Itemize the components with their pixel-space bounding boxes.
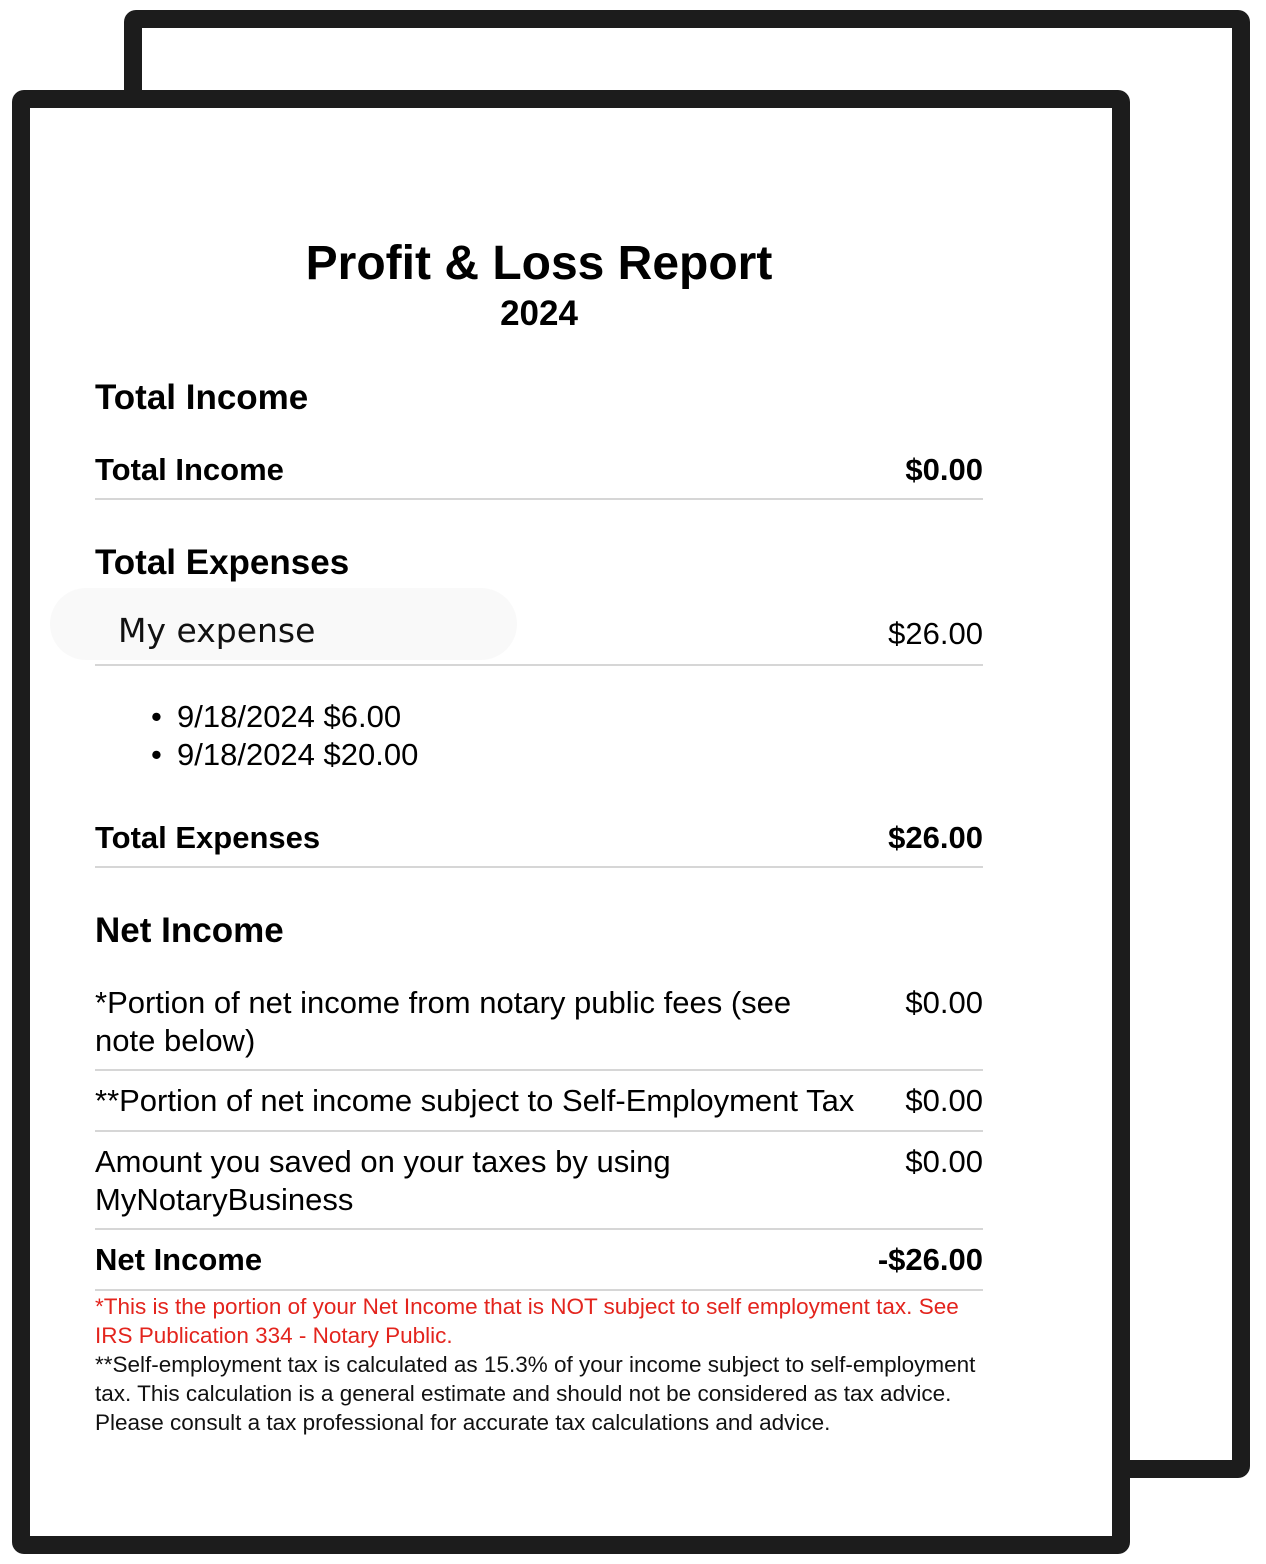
expense-item-name[interactable]: My expense [118,611,316,650]
net-row-value: $0.00 [905,985,983,1020]
divider [95,498,983,500]
divider [95,664,983,666]
report-title: Profit & Loss Report [305,237,773,290]
divider [95,866,983,868]
income-total-value: $0.00 [905,452,983,487]
expense-entry: 9/18/2024 $20.00 [177,737,419,772]
list-item [147,736,418,774]
expense-entries-list [147,698,418,774]
net-income-total-label: Net Income [95,1242,263,1277]
divider [95,1130,983,1132]
self-employment-tax-footnote: **Self-employment tax is calculated as 15.3% of your income subject to self-employment tax. This calculation is a general estimate and should not be considered as tax advice. Please consult a tax professional for accurate tax calculations and advice. [95,1352,976,1435]
report-content [95,90,983,1554]
notary-fee-footnote: *This is the portion of your Net Income that is NOT subject to self employment tax. See IRS Publication 334 - Notary Public. [95,1294,959,1348]
net-row-label: **Portion of net income subject to Self-Employment Tax [95,1083,855,1118]
bullet-icon: • [151,699,162,734]
net-row-value: $0.00 [905,1083,983,1118]
expenses-total-label: Total Expenses [95,820,321,855]
income-total-label: Total Income [95,452,284,487]
income-heading: Total Income [95,378,309,417]
divider [95,1069,983,1071]
net-row-label: Amount you saved on your taxes by using MyNotaryBusiness [95,1144,671,1217]
report-year: 2024 [500,294,578,333]
expense-item-amount: $26.00 [888,616,983,651]
net-income-total-value: -$26.00 [877,1242,983,1277]
divider [95,1228,983,1230]
expense-entry: 9/18/2024 $6.00 [177,699,402,734]
bullet-icon: • [151,737,162,772]
net-income-heading: Net Income [95,911,284,950]
net-row-value: $0.00 [905,1144,983,1179]
list-item [147,698,418,736]
net-row-label: *Portion of net income from notary public fees (see note below) [95,985,792,1058]
expenses-total-value: $26.00 [888,820,983,855]
divider [95,1289,983,1291]
expenses-heading: Total Expenses [95,543,350,582]
